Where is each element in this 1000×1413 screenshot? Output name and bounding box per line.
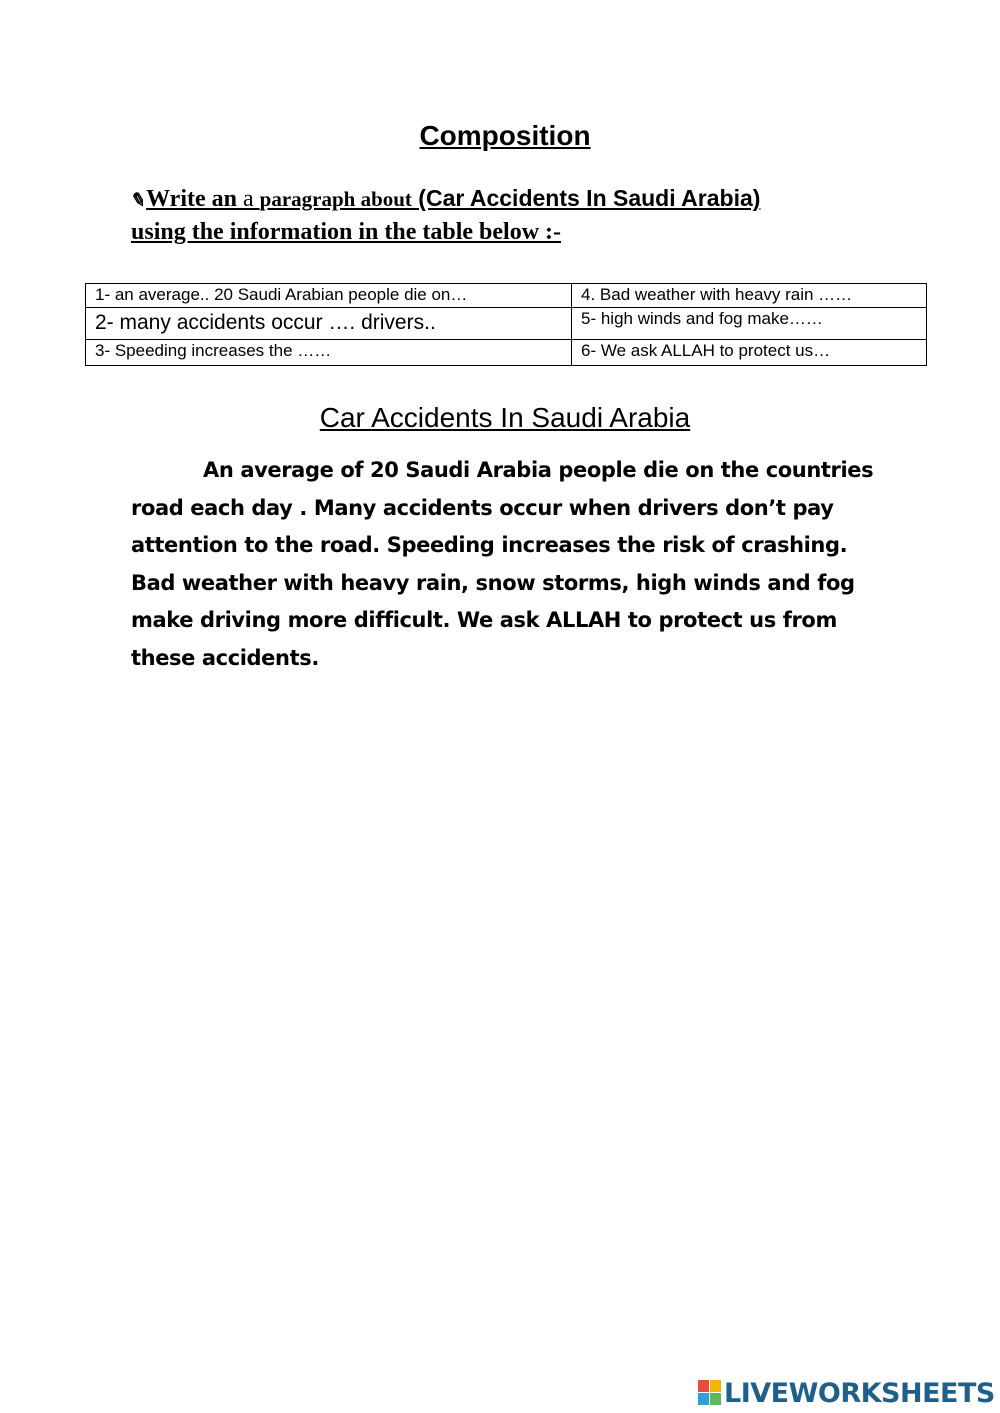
- instruction-part-1: Write an: [146, 186, 237, 212]
- liveworksheets-logo-icon: [698, 1380, 722, 1406]
- essay-body: An average of 20 Saudi Arabia people die on the countries road each day . Many accidents occur when drivers don’t pay attention to the road. Speeding increases the risk of crashing. Bad weather with heavy rain, snow storms, high winds and fog make driving more difficult. We ask ALLAH to protect us from these accidents.: [131, 458, 874, 670]
- table-row: [86, 340, 927, 366]
- watermark: [698, 1378, 995, 1408]
- table-cell: 3- Speeding increases the ……: [86, 340, 572, 366]
- table-row: [86, 284, 927, 308]
- table-cell: 2- many accidents occur …. drivers..: [86, 308, 572, 340]
- instruction-topic: (Car Accidents In Saudi Arabia): [411, 185, 761, 211]
- instruction-part-2: a: [236, 186, 260, 212]
- instruction-part-3: paragraph about: [259, 187, 412, 211]
- table-cell: 5- high winds and fog make……: [572, 308, 927, 340]
- page-title: Composition: [419, 120, 591, 151]
- instruction-line-2: using the information in the table below :-: [131, 219, 562, 245]
- info-table: [85, 283, 927, 366]
- table-cell: 4. Bad weather with heavy rain ……: [572, 284, 927, 308]
- watermark-text: LIVEWORKSHEETS: [724, 1377, 995, 1409]
- table-row: [86, 308, 927, 340]
- instruction: [128, 182, 891, 248]
- essay-title: Car Accidents In Saudi Arabia: [319, 402, 691, 433]
- table-cell: 1- an average.. 20 Saudi Arabian people die on…: [86, 284, 572, 308]
- table-cell: 6- We ask ALLAH to protect us…: [572, 340, 927, 366]
- pencil-icon: ✎: [128, 188, 149, 212]
